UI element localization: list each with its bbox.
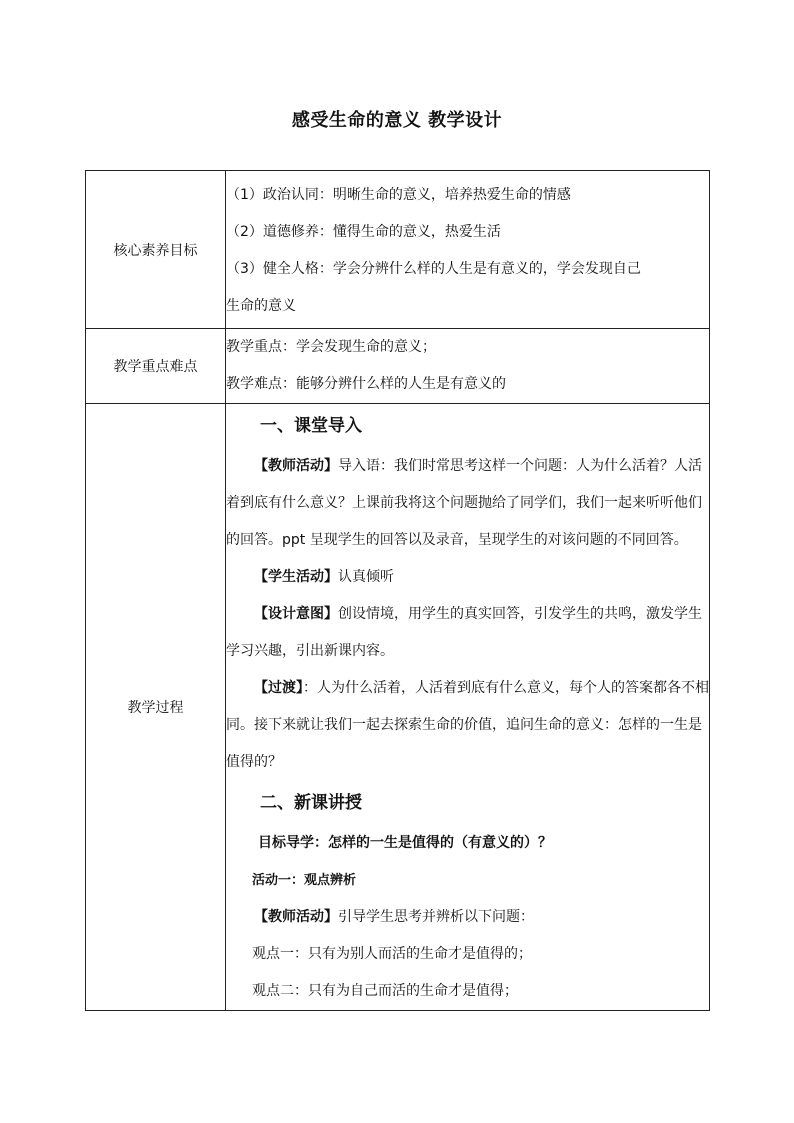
section-heading-intro: 一、课堂导入 bbox=[260, 416, 362, 436]
table-row-objectives bbox=[86, 171, 710, 329]
objective-line-2: （2）道德修养：懂得生命的意义，热爱生活 bbox=[226, 224, 501, 240]
activity-one-line: 活动一：观点辨析 bbox=[252, 873, 357, 888]
transition-text: ：人为什么活着，人活着到底有什么意义，每个人的答案都各不相同。接下来就让我们一起去探索生命的价值，追问生命的意义：怎样的一生是值得的？ bbox=[226, 680, 709, 770]
teacher-activity-tag: 【教师活动】 bbox=[254, 458, 338, 474]
row-label-objectives: 核心素养目标 bbox=[86, 171, 226, 329]
student-activity-text: 认真倾听 bbox=[338, 569, 394, 585]
objectives-content bbox=[226, 171, 710, 329]
process-content bbox=[226, 404, 710, 1011]
key-point-line-2: 教学难点：能够分辨什么样的人生是有意义的 bbox=[226, 376, 506, 392]
viewpoint-one: 观点一：只有为别人而活的生命才是值得的； bbox=[252, 946, 532, 962]
row-label-process: 教学过程 bbox=[86, 404, 226, 1011]
key-point-line-1: 教学重点：学会发现生命的意义； bbox=[226, 339, 436, 355]
transition-paragraph bbox=[226, 670, 709, 781]
objective-line-3: （3）健全人格：学会分辨什么样的人生是有意义的，学会发现自己 bbox=[226, 261, 641, 277]
goal-guide-line: 目标导学：怎样的一生是值得的（有意义的）？ bbox=[258, 835, 552, 851]
teacher-activity-text: 导入语：我们时常思考这样一个问题：人为什么活着？人活着到底有什么意义？上课前我将这个问题抛给了同学们，我们一起来听听他们的回答。ppt 呈现学生的回答以及录音，呈现学生的对该问题的不同回答。 bbox=[226, 458, 702, 548]
document-title: 感受生命的意义 教学设计 bbox=[291, 110, 503, 131]
student-activity-tag: 【学生活动】 bbox=[254, 569, 338, 585]
teacher-activity-2-paragraph bbox=[226, 899, 709, 936]
objective-line-1: （1）政治认同：明晰生命的意义，培养热爱生命的情感 bbox=[226, 187, 571, 203]
table-row-key-points bbox=[86, 329, 710, 404]
objective-line-4: 生命的意义 bbox=[226, 298, 296, 314]
lesson-plan-table bbox=[85, 170, 710, 1011]
section-heading-new-lesson: 二、新课讲授 bbox=[260, 793, 362, 813]
key-points-content bbox=[226, 329, 710, 404]
table-row-process bbox=[86, 404, 710, 1011]
viewpoint-two: 观点二：只有为自己而活的生命才是值得； bbox=[252, 983, 518, 999]
transition-tag: 【过渡】 bbox=[254, 680, 303, 696]
teacher-activity-2-text: 引导学生思考并辨析以下问题： bbox=[338, 909, 534, 925]
teacher-activity-2-tag: 【教师活动】 bbox=[254, 909, 338, 925]
design-intent-text: 创设情境，用学生的真实回答，引发学生的共鸣，激发学生学习兴趣，引出新课内容。 bbox=[226, 606, 702, 659]
design-intent-tag: 【设计意图】 bbox=[254, 606, 338, 622]
row-label-key-points: 教学重点难点 bbox=[86, 329, 226, 404]
teacher-activity-paragraph bbox=[226, 448, 709, 559]
design-intent-paragraph bbox=[226, 596, 709, 670]
student-activity-paragraph bbox=[226, 559, 709, 596]
